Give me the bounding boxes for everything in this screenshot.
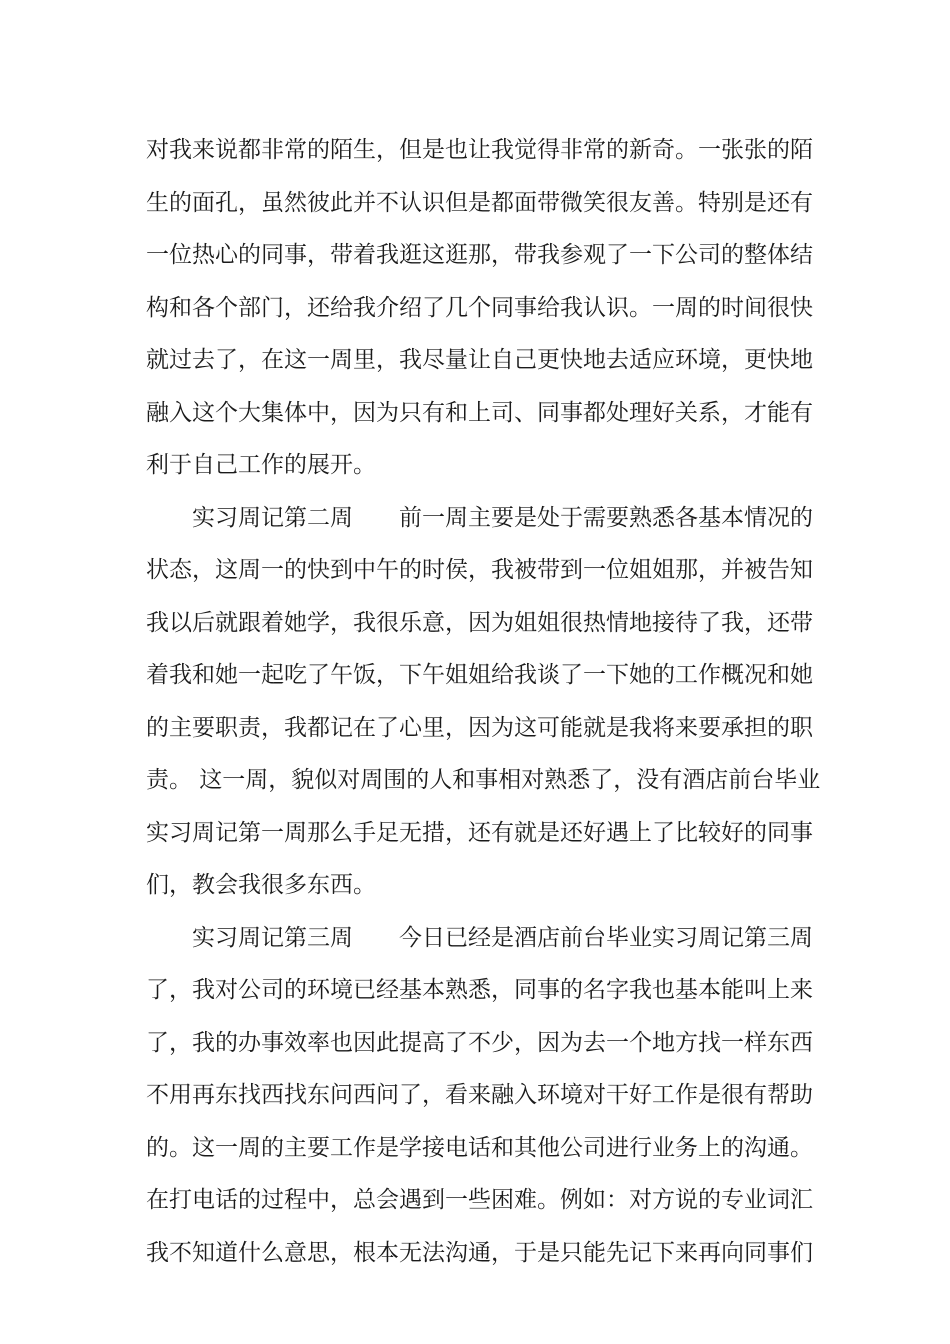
paragraph-3-line-7: 我不知道什么意思，根本无法沟通，于是只能先记下来再向同事们 [146, 1239, 813, 1266]
document-body [146, 124, 821, 1279]
paragraph-2-line-3: 我以后就跟着她学，我很乐意，因为姐姐很热情地接待了我，还带 [146, 609, 813, 636]
paragraph-3-line-4: 不用再东找西找东问西问了，看来融入环境对干好工作是很有帮助 [146, 1082, 813, 1108]
paragraph-2-line-4: 着我和她一起吃了午饭，下午姐姐给我谈了一下她的工作概况和她 [146, 662, 813, 688]
paragraph-3-line-2: 了，我对公司的环境已经基本熟悉，同事的名字我也基本能叫上来 [146, 977, 813, 1003]
week-3-heading: 实习周记第三周 [192, 924, 353, 951]
paragraph-2-line-2: 状态，这周一的快到中午的时侯，我被带到一位姐姐那，并被告知 [146, 557, 813, 583]
paragraph-3-line-5: 的。这一周的主要工作是学接电话和其他公司进行业务上的沟通。 [146, 1134, 813, 1161]
paragraph-1-line-7: 利于自己工作的展开。 [146, 452, 376, 478]
paragraph-3-first-line-text: 今日已经是酒店前台毕业实习周记第三周 [399, 924, 813, 951]
paragraph-1-line-5: 就过去了，在这一周里，我尽量让自己更快地去适应环境，更快地 [146, 347, 813, 373]
paragraph-3-line-3: 了，我的办事效率也因此提高了不少，因为去一个地方找一样东西 [146, 1029, 813, 1056]
paragraph-1-line-1: 对我来说都非常的陌生，但是也让我觉得非常的新奇。一张张的陌 [146, 137, 813, 163]
paragraph-3-line-6: 在打电话的过程中，总会遇到一些困难。例如：对方说的专业词汇 [146, 1187, 813, 1213]
paragraph-2-line-7: 实习周记第一周那么手足无措，还有就是还好遇上了比较好的同事 [146, 819, 813, 846]
paragraph-2-line-8: 们，教会我很多东西。 [146, 872, 376, 898]
paragraph-2-line-5: 的主要职责，我都记在了心里，因为这可能就是我将来要承担的职 [146, 714, 813, 741]
paragraph-2-first-line [146, 492, 813, 545]
paragraph-3-first-line [146, 912, 813, 965]
paragraph-1-line-3: 一位热心的同事，带着我逛这逛那，带我参观了一下公司的整体结 [146, 242, 813, 268]
paragraph-1-line-2: 生的面孔，虽然彼此并不认识但是都面带微笑很友善。特别是还有 [146, 189, 813, 216]
paragraph-2-line-6: 责。 这一周，貌似对周围的人和事相对熟悉了，没有酒店前台毕业 [146, 767, 821, 793]
paragraph-1-line-6: 融入这个大集体中，因为只有和上司、同事都处理好关系，才能有 [146, 399, 813, 426]
paragraph-1-line-4: 构和各个部门，还给我介绍了几个同事给我认识。一周的时间很快 [146, 294, 813, 321]
week-2-heading: 实习周记第二周 [192, 504, 353, 531]
paragraph-2-first-line-text: 前一周主要是处于需要熟悉各基本情况的 [399, 504, 813, 531]
